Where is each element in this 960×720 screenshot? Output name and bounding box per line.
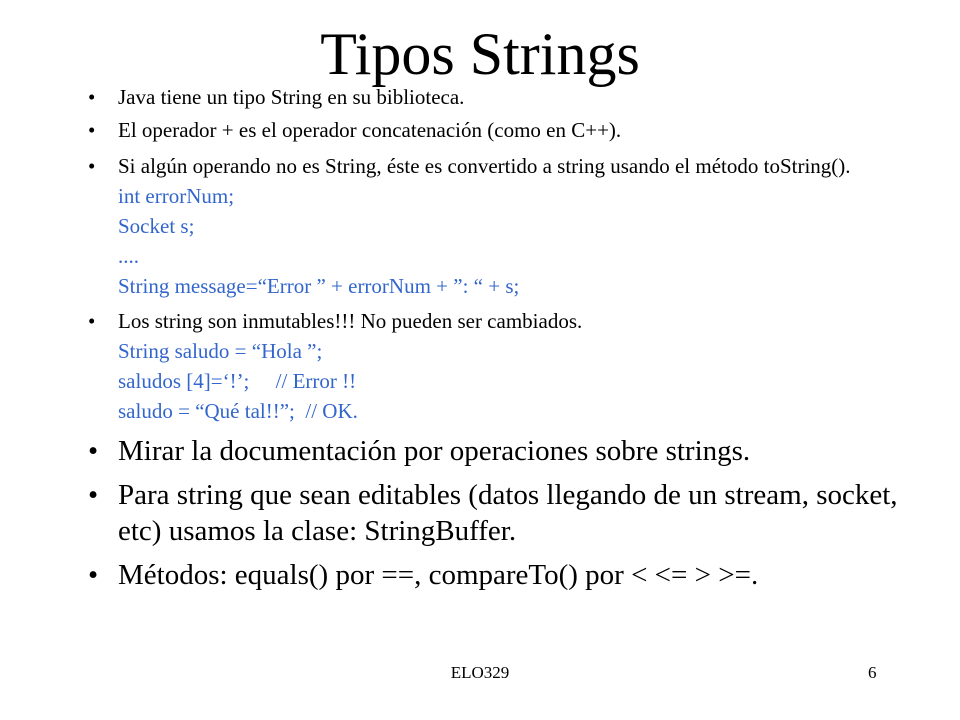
bullet-item (88, 306, 928, 426)
bullet-item (88, 82, 928, 112)
bullet-item (88, 115, 928, 145)
bullet-text: Métodos: equals() por ==, compareTo() por < <= > >=. (118, 559, 759, 591)
code-line: int errorNum; (118, 184, 235, 208)
code-line: String message=“Error ” + errorNum + ”: “ + s; (118, 274, 520, 298)
code-line: .... (118, 244, 139, 268)
bullet-text: El operador + es el operador concatenación (como en C++). (118, 118, 622, 142)
code-line: saludo = “Qué tal!!”; // OK. (118, 399, 358, 423)
footer-page-number: 6 (868, 663, 877, 682)
bullet-item (88, 151, 928, 301)
bullet-text: Si algún operando no es String, éste es convertido a string usando el método toString(). (118, 154, 851, 178)
bullet-dot-icon: • (88, 559, 99, 591)
code-line: saludos [4]=‘!’; // Error !! (118, 369, 357, 393)
bullet-dot-icon: • (88, 309, 96, 333)
bullet-text: Para string que sean editables (datos llegando de un stream, socket, etc) usamos la clase: StringBuffer. (118, 479, 898, 547)
footer-course-code: ELO329 (450, 663, 510, 682)
bullet-item (88, 477, 928, 549)
bullet-dot-icon: • (88, 435, 99, 467)
bullet-text: Java tiene un tipo String en su biblioteca. (118, 85, 465, 109)
code-line: Socket s; (118, 214, 195, 238)
bullet-list (88, 82, 928, 593)
code-line: String saludo = “Hola ”; (118, 339, 323, 363)
bullet-text: Los string son inmutables!!! No pueden ser cambiados. (118, 309, 583, 333)
bullet-dot-icon: • (88, 118, 96, 142)
bullet-text: Mirar la documentación por operaciones sobre strings. (118, 435, 751, 467)
slide-title: Tipos Strings (320, 21, 640, 87)
bullet-item (88, 557, 928, 593)
bullet-dot-icon: • (88, 479, 99, 511)
bullet-item (88, 433, 928, 469)
bullet-dot-icon: • (88, 85, 96, 109)
bullet-dot-icon: • (88, 154, 96, 178)
